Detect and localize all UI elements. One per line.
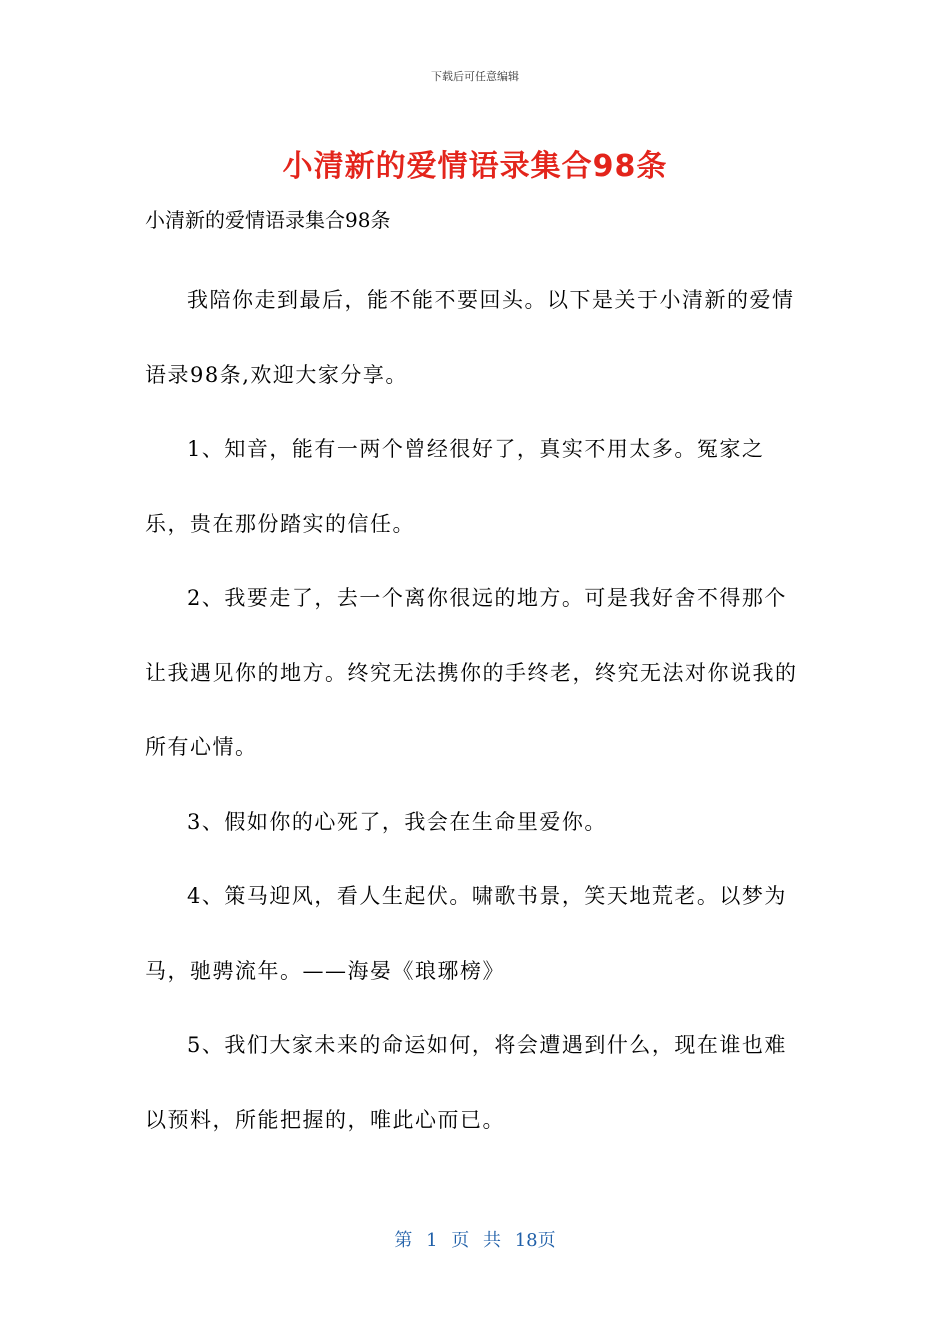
page-number: 第 1 页 共 18页 bbox=[394, 1230, 556, 1251]
header-note: 下载后可任意编辑 bbox=[431, 70, 519, 83]
paragraph-quote-5: 5、我们大家未来的命运如何，将会遭遇到什么，现在谁也难以预料，所能把握的，唯此心而已。 bbox=[145, 1033, 787, 1132]
paragraph-intro: 我陪你走到最后，能不能不要回头。以下是关于小清新的爱情语录98条,欢迎大家分享。 bbox=[145, 288, 795, 387]
paragraph-quote-4: 4、策马迎风，看人生起伏。啸歌书景，笑天地荒老。以梦为马，驰骋流年。——海晏《琅琊榜》 bbox=[145, 884, 787, 983]
paragraph-quote-3: 3、假如你的心死了，我会在生命里爱你。 bbox=[187, 809, 607, 834]
paragraph-quote-2: 2、我要走了，去一个离你很远的地方。可是我好舍不得那个让我遇见你的地方。终究无法携你的手终老，终究无法对你说我的所有心情。 bbox=[145, 586, 798, 759]
paragraph-quote-1: 1、知音，能有一两个曾经很好了，真实不用太多。冤家之乐，贵在那份踏实的信任。 bbox=[145, 437, 765, 536]
document-body bbox=[145, 263, 805, 1157]
document-subtitle: 小清新的爱情语录集合98条 bbox=[145, 208, 391, 232]
document-title: 小清新的爱情语录集合98条 bbox=[282, 149, 668, 184]
